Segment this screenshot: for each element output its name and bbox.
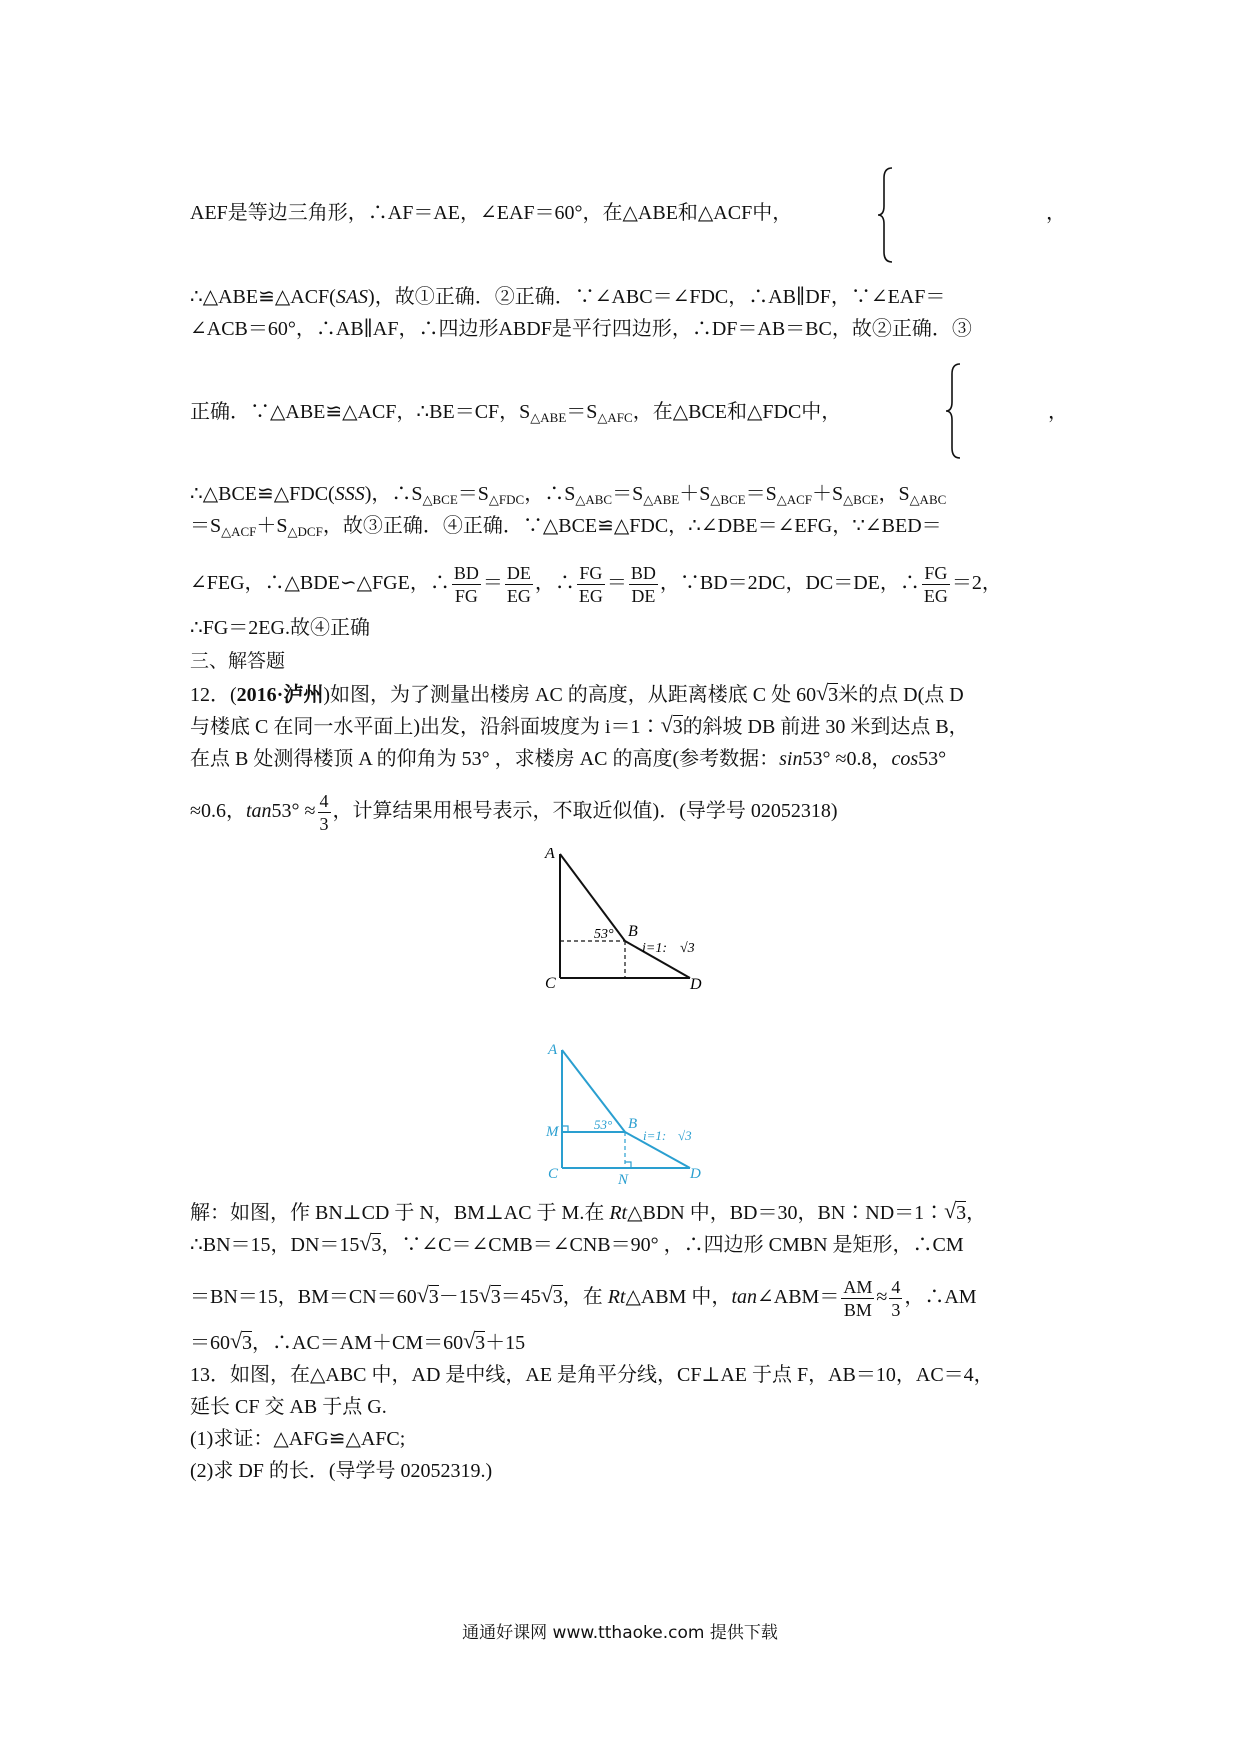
text: ∴BN＝15，DN＝15 — [190, 1234, 360, 1256]
sol11-line-1 — [190, 198, 1060, 228]
denominator: FG — [454, 586, 478, 606]
denominator: EG — [923, 586, 948, 606]
numerator: 4 — [319, 791, 329, 811]
denominator: EG — [578, 586, 603, 606]
label-b: B — [628, 1116, 638, 1132]
label-d: D — [690, 976, 702, 990]
text: ， — [966, 1202, 987, 1224]
text: sin — [779, 748, 803, 770]
text: ＋15 — [485, 1332, 526, 1354]
text: △BDN 中，BD＝30，BN∶ND＝1∶ — [627, 1202, 945, 1224]
sol11-line-8 — [190, 613, 1060, 643]
text: S — [276, 515, 288, 537]
text: ，∵BD＝2DC，DC＝DE，∴ — [659, 572, 920, 595]
text: ＝2， — [951, 572, 1002, 595]
text: ＝ — [606, 572, 627, 595]
page-footer: 通通好课网 www.tthaoke.com 提供下载 — [462, 1623, 778, 1643]
brace-2 — [944, 362, 962, 460]
radicand: 3 — [490, 1286, 501, 1309]
text: ＝60 — [190, 1332, 230, 1354]
text: S — [586, 401, 598, 423]
text: )，故①正确．②正确．∵∠ABC＝∠FDC，∴AB∥DF，∵∠EAF＝ — [368, 286, 946, 308]
text: tan — [245, 800, 272, 823]
label-slope: i=1: — [642, 941, 667, 956]
label-slope: i=1: — [643, 1128, 667, 1143]
q13-line-2: 延长 CF 交 AB 于点 G. — [190, 1396, 387, 1418]
question-source: 2016·泸州 — [236, 684, 324, 706]
text: 53° — [918, 748, 947, 770]
text: 正确．∵△ABE≌△ACF，∴BE＝CF，S — [190, 401, 531, 423]
radicand: 3 — [828, 684, 839, 706]
subscript: △ABC — [909, 492, 947, 507]
text: ∠FEG，∴△BDE∽△FGE，∴ — [190, 572, 450, 595]
text: ，∴S — [524, 483, 576, 505]
text: 的斜坡 DB 前进 30 米到达点 B， — [682, 716, 969, 738]
sqrt — [479, 1282, 501, 1312]
sqrt — [230, 1328, 252, 1358]
text: ＝S — [190, 515, 222, 537]
sqrt — [661, 712, 683, 742]
text: ＋ — [679, 483, 700, 505]
label-a: A — [548, 1042, 558, 1058]
text: SSS — [334, 483, 365, 505]
label-slope-sqrt: √3 — [680, 941, 695, 956]
sol12-line-3 — [190, 1276, 1060, 1321]
text: 解：如图，作 BN⊥CD 于 N，BM⊥AC 于 M.在 — [190, 1202, 610, 1224]
sqrt — [541, 1282, 563, 1312]
text: Rt — [609, 1202, 628, 1224]
subscript: △ACF — [221, 524, 257, 539]
label-c: C — [545, 975, 556, 990]
fraction — [629, 562, 658, 607]
sol11-line-6 — [190, 511, 1060, 547]
label-a: A — [545, 848, 555, 862]
text: ≈ — [876, 1286, 888, 1309]
label-c: C — [548, 1166, 559, 1182]
text: ＝BN＝15，BM＝CN＝60 — [190, 1286, 417, 1309]
text: 米的点 D(点 D — [838, 684, 964, 706]
text: S — [632, 483, 644, 505]
label-slope-sqrt: √3 — [678, 1128, 692, 1143]
text: 53° ≈0.8， — [802, 748, 892, 770]
fraction — [318, 790, 331, 835]
text: SAS — [335, 286, 369, 308]
text: 在点 B 处测得楼顶 A 的仰角为 53° ，求楼房 AC 的高度(参考数据： — [190, 748, 780, 770]
figure-2 — [540, 1040, 720, 1186]
text: AEF是等边三角形，∴AF＝AE，∠EAF＝60°，在△ABE和△ACF中， — [190, 202, 793, 224]
denominator: 3 — [891, 1300, 901, 1320]
text: S — [699, 483, 711, 505]
label-angle: 53° — [594, 1117, 613, 1132]
text: ＋ — [256, 515, 277, 537]
text: △ABM 中， — [625, 1286, 732, 1309]
subscript: △DCF — [287, 524, 323, 539]
text: ＝ — [745, 483, 766, 505]
sol12-line-2 — [190, 1230, 1060, 1260]
text: S — [765, 483, 777, 505]
subscript: △ABE — [643, 492, 680, 507]
radicand: 3 — [371, 1234, 382, 1256]
text: S — [477, 483, 489, 505]
label-d: D — [690, 1166, 701, 1182]
sol11-line-4 — [190, 397, 1060, 433]
denominator: DE — [631, 586, 656, 606]
subscript: △ABE — [530, 410, 567, 425]
sqrt — [359, 1230, 381, 1260]
numerator: FG — [577, 562, 605, 585]
radicand: 3 — [956, 1202, 967, 1224]
fraction — [505, 562, 533, 607]
q12-line-2 — [190, 712, 1060, 742]
text: ＝ — [457, 483, 478, 505]
subscript: △BCE — [422, 492, 458, 507]
text: ，计算结果用根号表示，不取近似值)．(导学号 02052318) — [332, 800, 838, 823]
fraction — [889, 1276, 902, 1321]
numerator: BD — [630, 563, 656, 583]
subscript: △AFC — [597, 410, 633, 425]
sys2-tail: ， — [1048, 401, 1068, 423]
q13-line-1: 13．如图，在△ABC 中，AD 是中线，AE 是角平分线，CF⊥AE 于点 F，AB＝10，AC＝4， — [190, 1364, 994, 1386]
text: ∴△ABE≌△ACF( — [190, 286, 336, 308]
radicand: 3 — [552, 1286, 563, 1309]
radicand: 3 — [672, 716, 683, 738]
section-heading: 三、解答题 — [190, 650, 286, 672]
sol11-line-3 — [190, 314, 1060, 344]
text: ＋ — [812, 483, 833, 505]
q12-line-4 — [190, 790, 1060, 835]
text: ， — [878, 483, 899, 505]
text: Rt — [607, 1286, 626, 1309]
figure-1 — [540, 848, 720, 990]
q12-line-1 — [190, 680, 1060, 710]
text: ∠ABM＝ — [757, 1286, 840, 1309]
text: ＝ — [566, 401, 587, 423]
text: ＝ — [612, 483, 633, 505]
subscript: △BCE — [710, 492, 746, 507]
denominator: BM — [843, 1300, 872, 1320]
label-n: N — [618, 1172, 629, 1186]
fraction — [577, 562, 605, 607]
subscript: △ABC — [575, 492, 613, 507]
text: ≈0.6， — [190, 800, 246, 823]
text: S — [832, 483, 844, 505]
q12-line-3 — [190, 744, 1060, 774]
text: )，∴S — [364, 483, 423, 505]
subscript: △BCE — [843, 492, 879, 507]
fraction — [922, 562, 950, 607]
label-angle: 53° — [594, 927, 614, 942]
fraction — [452, 562, 481, 607]
text: 与楼底 C 在同一水平面上)出发，沿斜面坡度为 i＝1∶ — [190, 716, 661, 738]
denominator: 3 — [319, 814, 329, 834]
radicand: 3 — [242, 1332, 252, 1354]
text: ∴△BCE≌△FDC( — [190, 483, 335, 505]
sol12-line-4 — [190, 1328, 1060, 1358]
text: ，故③正确．④正确．∵△BCE≌△FDC，∴∠DBE＝∠EFG，∵∠BED＝ — [322, 515, 942, 537]
numerator: FG — [922, 562, 950, 585]
sys1-tail: ， — [1046, 202, 1066, 224]
text: ∴FG＝2EG.故④正确 — [190, 617, 370, 639]
label-b: B — [628, 923, 638, 940]
text: cos — [891, 748, 919, 770]
line-ab — [560, 854, 625, 941]
text: tan — [731, 1286, 757, 1309]
sol11-line-7 — [190, 562, 1060, 607]
fraction — [841, 1276, 874, 1321]
sol11-line-2 — [190, 282, 1060, 312]
sqrt — [944, 1198, 966, 1228]
numerator: 4 — [891, 1277, 901, 1297]
numerator: BD — [453, 563, 479, 583]
text: 12．( — [190, 684, 237, 706]
text: ＝45 — [500, 1286, 541, 1309]
text: ，∵∠C＝∠CMB＝∠CNB＝90° ，∴四边形 CMBN 是矩形，∴CM — [381, 1234, 964, 1256]
subscript: △FDC — [488, 492, 525, 507]
text: ，∴AM — [904, 1286, 977, 1309]
text: ，在△BCE和△FDC中， — [632, 401, 842, 423]
label-m: M — [546, 1124, 559, 1140]
subscript: △ACF — [776, 492, 813, 507]
sqrt — [417, 1282, 439, 1312]
sqrt — [816, 680, 838, 710]
text: －15 — [438, 1286, 479, 1309]
text: ，∴ — [534, 572, 575, 595]
text: )如图，为了测量出楼房 AC 的高度，从距离楼底 C 处 60 — [323, 684, 817, 706]
text: ＝ — [482, 572, 503, 595]
q13-line-4: (2)求 DF 的长．(导学号 02052319.) — [190, 1460, 493, 1482]
numerator: DE — [506, 563, 531, 583]
brace-1 — [876, 166, 894, 264]
text: S — [898, 483, 910, 505]
q13-line-3: (1)求证：△AFG≌△AFC; — [190, 1428, 406, 1450]
sol12-line-1 — [190, 1198, 1060, 1228]
numerator: AM — [843, 1277, 873, 1297]
radicand: 3 — [428, 1286, 439, 1309]
sqrt — [463, 1328, 485, 1358]
sol11-line-5 — [190, 479, 1060, 515]
radicand: 3 — [475, 1332, 486, 1354]
denominator: EG — [506, 586, 531, 606]
text: ，∴AC＝AM＋CM＝60 — [252, 1332, 464, 1354]
text: ，在 — [562, 1286, 608, 1309]
text: ∠ACB＝60°，∴AB∥AF，∴四边形ABDF是平行四边形，∴DF＝AB＝BC，故②正确．③ — [190, 318, 972, 340]
text: 53° ≈ — [271, 800, 316, 823]
